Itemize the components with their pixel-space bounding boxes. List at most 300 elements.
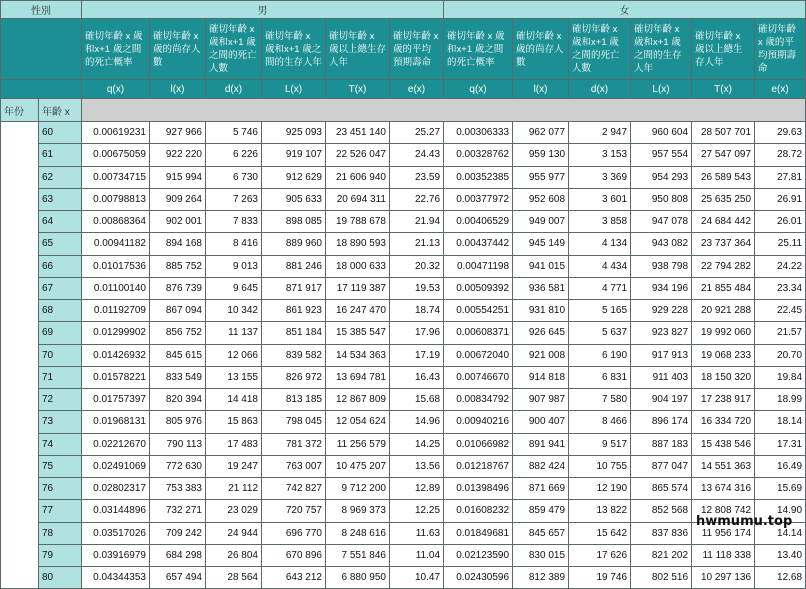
value-cell: 772 630	[150, 455, 206, 477]
value-cell: 915 994	[150, 166, 206, 188]
value-cell: 781 372	[262, 433, 326, 455]
age-cell: 60	[39, 122, 82, 144]
column-symbol: T(x)	[326, 80, 390, 99]
value-cell: 6 880 950	[326, 567, 390, 589]
symbol-header-row	[1, 80, 806, 99]
value-cell: 21 606 940	[326, 166, 390, 188]
value-cell: 891 941	[513, 433, 569, 455]
value-cell: 13 674 316	[692, 478, 755, 500]
age-cell: 64	[39, 211, 82, 233]
value-cell: 6 730	[206, 166, 262, 188]
table-row	[1, 366, 806, 388]
value-cell: 0.02212670	[82, 433, 150, 455]
value-cell: 6 831	[569, 366, 631, 388]
column-symbol: L(x)	[262, 80, 326, 99]
value-cell: 14.25	[390, 433, 444, 455]
column-symbol: d(x)	[206, 80, 262, 99]
value-cell: 830 015	[513, 544, 569, 566]
value-cell: 26.91	[755, 188, 806, 210]
value-cell: 0.00619231	[82, 122, 150, 144]
value-cell: 938 798	[631, 255, 692, 277]
value-cell: 941 015	[513, 255, 569, 277]
value-cell: 19.84	[755, 366, 806, 388]
value-cell: 13 694 781	[326, 366, 390, 388]
value-cell: 0.03916979	[82, 544, 150, 566]
value-cell: 877 047	[631, 455, 692, 477]
value-cell: 24.43	[390, 144, 444, 166]
column-description: 確切年齡 x 歲和x+1 歲之間的死亡人數	[206, 19, 262, 80]
blank-symbol-cell	[1, 80, 82, 99]
value-cell: 0.00377972	[444, 188, 513, 210]
table-row	[1, 389, 806, 411]
age-cell: 68	[39, 300, 82, 322]
value-cell: 19 247	[206, 455, 262, 477]
value-cell: 9 712 200	[326, 478, 390, 500]
value-cell: 13 155	[206, 366, 262, 388]
value-cell: 900 407	[513, 411, 569, 433]
value-cell: 0.00734715	[82, 166, 150, 188]
value-cell: 871 669	[513, 478, 569, 500]
value-cell: 13 822	[569, 500, 631, 522]
value-cell: 6 226	[206, 144, 262, 166]
value-cell: 14 534 363	[326, 344, 390, 366]
value-cell: 22 794 282	[692, 255, 755, 277]
value-cell: 0.00306333	[444, 122, 513, 144]
column-symbol: T(x)	[692, 80, 755, 99]
description-header-row	[1, 19, 806, 80]
age-cell: 61	[39, 144, 82, 166]
value-cell: 936 581	[513, 277, 569, 299]
value-cell: 5 637	[569, 322, 631, 344]
value-cell: 856 752	[150, 322, 206, 344]
value-cell: 9 645	[206, 277, 262, 299]
value-cell: 945 149	[513, 233, 569, 255]
value-cell: 18 890 593	[326, 233, 390, 255]
table-row	[1, 411, 806, 433]
value-cell: 931 810	[513, 300, 569, 322]
year-header-row	[1, 99, 806, 122]
column-symbol: L(x)	[631, 80, 692, 99]
value-cell: 763 007	[262, 455, 326, 477]
age-cell: 75	[39, 455, 82, 477]
value-cell: 959 130	[513, 144, 569, 166]
column-symbol: l(x)	[150, 80, 206, 99]
value-cell: 17 626	[569, 544, 631, 566]
table-row	[1, 478, 806, 500]
value-cell: 7 263	[206, 188, 262, 210]
value-cell: 867 094	[150, 300, 206, 322]
table-row	[1, 500, 806, 522]
value-cell: 833 549	[150, 366, 206, 388]
value-cell: 820 394	[150, 389, 206, 411]
value-cell: 21 855 484	[692, 277, 755, 299]
blank-header-cell	[1, 19, 82, 80]
value-cell: 17.19	[390, 344, 444, 366]
value-cell: 15 863	[206, 411, 262, 433]
grey-band	[82, 99, 806, 122]
value-cell: 0.03517026	[82, 522, 150, 544]
value-cell: 684 298	[150, 544, 206, 566]
value-cell: 798 045	[262, 411, 326, 433]
age-cell: 66	[39, 255, 82, 277]
value-cell: 894 168	[150, 233, 206, 255]
value-cell: 26 804	[206, 544, 262, 566]
value-cell: 0.01218767	[444, 455, 513, 477]
value-cell: 0.01968131	[82, 411, 150, 433]
value-cell: 15 438 546	[692, 433, 755, 455]
age-cell: 74	[39, 433, 82, 455]
age-cell: 69	[39, 322, 82, 344]
value-cell: 709 242	[150, 522, 206, 544]
value-cell: 5 165	[569, 300, 631, 322]
value-cell: 12.25	[390, 500, 444, 522]
value-cell: 24 684 442	[692, 211, 755, 233]
value-cell: 19.53	[390, 277, 444, 299]
value-cell: 19 992 060	[692, 322, 755, 344]
value-cell: 17.31	[755, 433, 806, 455]
value-cell: 0.01066982	[444, 433, 513, 455]
age-cell: 65	[39, 233, 82, 255]
column-description: 確切年齡 x 歲的平均預期壽命	[755, 19, 806, 80]
value-cell: 16.49	[755, 455, 806, 477]
value-cell: 881 246	[262, 255, 326, 277]
value-cell: 14 551 363	[692, 455, 755, 477]
value-cell: 25.27	[390, 122, 444, 144]
value-cell: 898 085	[262, 211, 326, 233]
column-symbol: d(x)	[569, 80, 631, 99]
value-cell: 0.01426932	[82, 344, 150, 366]
age-cell: 76	[39, 478, 82, 500]
value-cell: 3 601	[569, 188, 631, 210]
value-cell: 0.00471198	[444, 255, 513, 277]
value-cell: 0.01017536	[82, 255, 150, 277]
column-symbol: e(x)	[390, 80, 444, 99]
value-cell: 3 369	[569, 166, 631, 188]
value-cell: 23 029	[206, 500, 262, 522]
table-row	[1, 122, 806, 144]
value-cell: 18 000 633	[326, 255, 390, 277]
value-cell: 950 808	[631, 188, 692, 210]
column-symbol: e(x)	[755, 80, 806, 99]
value-cell: 923 827	[631, 322, 692, 344]
value-cell: 905 633	[262, 188, 326, 210]
value-cell: 28 507 701	[692, 122, 755, 144]
table-row	[1, 544, 806, 566]
value-cell: 12 808 742	[692, 500, 755, 522]
value-cell: 7 551 846	[326, 544, 390, 566]
value-cell: 813 185	[262, 389, 326, 411]
column-symbol: l(x)	[513, 80, 569, 99]
value-cell: 20.70	[755, 344, 806, 366]
column-description: 確切年齡 x 歲的尚存人數	[513, 19, 569, 80]
female-header: 女	[444, 1, 806, 19]
value-cell: 19 788 678	[326, 211, 390, 233]
value-cell: 851 184	[262, 322, 326, 344]
value-cell: 8 466	[569, 411, 631, 433]
value-cell: 962 077	[513, 122, 569, 144]
value-cell: 18.74	[390, 300, 444, 322]
age-cell: 80	[39, 567, 82, 589]
value-cell: 885 752	[150, 255, 206, 277]
value-cell: 8 969 373	[326, 500, 390, 522]
value-cell: 911 403	[631, 366, 692, 388]
value-cell: 753 383	[150, 478, 206, 500]
value-cell: 21.13	[390, 233, 444, 255]
value-cell: 10 475 207	[326, 455, 390, 477]
value-cell: 19 746	[569, 567, 631, 589]
value-cell: 23 737 364	[692, 233, 755, 255]
value-cell: 27 547 097	[692, 144, 755, 166]
value-cell: 0.01757397	[82, 389, 150, 411]
value-cell: 926 645	[513, 322, 569, 344]
age-cell: 63	[39, 188, 82, 210]
value-cell: 0.00352385	[444, 166, 513, 188]
value-cell: 12 054 624	[326, 411, 390, 433]
value-cell: 0.00437442	[444, 233, 513, 255]
value-cell: 0.00746670	[444, 366, 513, 388]
value-cell: 845 615	[150, 344, 206, 366]
value-cell: 0.00834792	[444, 389, 513, 411]
value-cell: 11.04	[390, 544, 444, 566]
value-cell: 657 494	[150, 567, 206, 589]
value-cell: 0.01398496	[444, 478, 513, 500]
value-cell: 12 066	[206, 344, 262, 366]
value-cell: 934 196	[631, 277, 692, 299]
value-cell: 10 755	[569, 455, 631, 477]
age-cell: 70	[39, 344, 82, 366]
value-cell: 10.47	[390, 567, 444, 589]
value-cell: 947 078	[631, 211, 692, 233]
value-cell: 826 972	[262, 366, 326, 388]
value-cell: 28.72	[755, 144, 806, 166]
value-cell: 28 564	[206, 567, 262, 589]
value-cell: 26 589 543	[692, 166, 755, 188]
value-cell: 29.63	[755, 122, 806, 144]
value-cell: 861 923	[262, 300, 326, 322]
value-cell: 3 153	[569, 144, 631, 166]
value-cell: 904 197	[631, 389, 692, 411]
value-cell: 802 516	[631, 567, 692, 589]
table-row	[1, 233, 806, 255]
value-cell: 0.00798813	[82, 188, 150, 210]
value-cell: 909 264	[150, 188, 206, 210]
value-cell: 17 119 387	[326, 277, 390, 299]
value-cell: 696 770	[262, 522, 326, 544]
value-cell: 0.00328762	[444, 144, 513, 166]
value-cell: 0.00672040	[444, 344, 513, 366]
value-cell: 9 517	[569, 433, 631, 455]
column-description: 確切年齡 x 歲和x+1 歲之間的死亡人數	[569, 19, 631, 80]
value-cell: 7 580	[569, 389, 631, 411]
value-cell: 23.59	[390, 166, 444, 188]
table-row	[1, 277, 806, 299]
value-cell: 643 212	[262, 567, 326, 589]
age-cell: 72	[39, 389, 82, 411]
value-cell: 9 013	[206, 255, 262, 277]
value-cell: 15.69	[755, 478, 806, 500]
value-cell: 13.40	[755, 544, 806, 566]
value-cell: 18.99	[755, 389, 806, 411]
age-cell: 77	[39, 500, 82, 522]
value-cell: 0.03144896	[82, 500, 150, 522]
year-cell	[1, 122, 39, 589]
table-row	[1, 522, 806, 544]
value-cell: 0.01849681	[444, 522, 513, 544]
value-cell: 4 134	[569, 233, 631, 255]
value-cell: 26.01	[755, 211, 806, 233]
value-cell: 24.22	[755, 255, 806, 277]
value-cell: 14.90	[755, 500, 806, 522]
value-cell: 19 068 233	[692, 344, 755, 366]
value-cell: 805 976	[150, 411, 206, 433]
value-cell: 882 424	[513, 455, 569, 477]
value-cell: 12 190	[569, 478, 631, 500]
value-cell: 889 960	[262, 233, 326, 255]
value-cell: 18.14	[755, 411, 806, 433]
table-row	[1, 455, 806, 477]
year-label: 年份	[1, 99, 39, 122]
value-cell: 0.02123590	[444, 544, 513, 566]
value-cell: 22.45	[755, 300, 806, 322]
value-cell: 11 256 579	[326, 433, 390, 455]
value-cell: 12.89	[390, 478, 444, 500]
value-cell: 859 479	[513, 500, 569, 522]
column-description: 確切年齡 x 歲的平均預期壽命	[390, 19, 444, 80]
value-cell: 25.11	[755, 233, 806, 255]
value-cell: 16 247 470	[326, 300, 390, 322]
value-cell: 11 137	[206, 322, 262, 344]
column-symbol: q(x)	[444, 80, 513, 99]
value-cell: 15 642	[569, 522, 631, 544]
watermark: hwmumu.top	[696, 514, 793, 529]
value-cell: 21.57	[755, 322, 806, 344]
value-cell: 15 385 547	[326, 322, 390, 344]
value-cell: 14.96	[390, 411, 444, 433]
age-cell: 67	[39, 277, 82, 299]
value-cell: 27.81	[755, 166, 806, 188]
value-cell: 922 220	[150, 144, 206, 166]
table-row	[1, 567, 806, 589]
column-description: 確切年齡 x 歲的尚存人數	[150, 19, 206, 80]
value-cell: 24 944	[206, 522, 262, 544]
value-cell: 10 297 136	[692, 567, 755, 589]
value-cell: 0.00406529	[444, 211, 513, 233]
value-cell: 4 434	[569, 255, 631, 277]
value-cell: 917 913	[631, 344, 692, 366]
value-cell: 20 694 311	[326, 188, 390, 210]
value-cell: 11.63	[390, 522, 444, 544]
sex-label: 性別	[1, 1, 82, 19]
value-cell: 865 574	[631, 478, 692, 500]
value-cell: 871 917	[262, 277, 326, 299]
value-cell: 6 190	[569, 344, 631, 366]
value-cell: 949 007	[513, 211, 569, 233]
value-cell: 957 554	[631, 144, 692, 166]
table-row	[1, 211, 806, 233]
column-description: 確切年齡 x 歲和x+1 歲之間的死亡概率	[82, 19, 150, 80]
value-cell: 790 113	[150, 433, 206, 455]
value-cell: 929 228	[631, 300, 692, 322]
value-cell: 12 867 809	[326, 389, 390, 411]
male-header: 男	[82, 1, 444, 19]
value-cell: 0.00940216	[444, 411, 513, 433]
column-description: 確切年齡 x 歲和x+1 歲之間的死亡概率	[444, 19, 513, 80]
value-cell: 13.56	[390, 455, 444, 477]
value-cell: 943 082	[631, 233, 692, 255]
age-cell: 71	[39, 366, 82, 388]
value-cell: 21.94	[390, 211, 444, 233]
value-cell: 16.43	[390, 366, 444, 388]
value-cell: 0.01578221	[82, 366, 150, 388]
value-cell: 837 836	[631, 522, 692, 544]
value-cell: 0.00509392	[444, 277, 513, 299]
value-cell: 0.04344353	[82, 567, 150, 589]
column-description: 確切年齡 x 歲以上總生存人年	[692, 19, 755, 80]
table-row	[1, 322, 806, 344]
age-cell: 78	[39, 522, 82, 544]
value-cell: 914 818	[513, 366, 569, 388]
value-cell: 3 858	[569, 211, 631, 233]
table-row	[1, 144, 806, 166]
table-row	[1, 300, 806, 322]
value-cell: 8 416	[206, 233, 262, 255]
value-cell: 852 568	[631, 500, 692, 522]
value-cell: 845 657	[513, 522, 569, 544]
value-cell: 0.00941182	[82, 233, 150, 255]
value-cell: 11 118 338	[692, 544, 755, 566]
value-cell: 876 739	[150, 277, 206, 299]
age-cell: 62	[39, 166, 82, 188]
column-description: 確切年齡 x 歲以上總生存人年	[326, 19, 390, 80]
value-cell: 16 334 720	[692, 411, 755, 433]
value-cell: 839 582	[262, 344, 326, 366]
value-cell: 670 896	[262, 544, 326, 566]
value-cell: 927 966	[150, 122, 206, 144]
value-cell: 23.34	[755, 277, 806, 299]
value-cell: 11 956 174	[692, 522, 755, 544]
value-cell: 921 008	[513, 344, 569, 366]
value-cell: 15.68	[390, 389, 444, 411]
value-cell: 14.14	[755, 522, 806, 544]
value-cell: 887 183	[631, 433, 692, 455]
value-cell: 902 001	[150, 211, 206, 233]
value-cell: 960 604	[631, 122, 692, 144]
table-row	[1, 188, 806, 210]
value-cell: 720 757	[262, 500, 326, 522]
value-cell: 0.02491069	[82, 455, 150, 477]
value-cell: 0.02802317	[82, 478, 150, 500]
value-cell: 7 833	[206, 211, 262, 233]
value-cell: 812 389	[513, 567, 569, 589]
value-cell: 14 418	[206, 389, 262, 411]
table-row	[1, 344, 806, 366]
value-cell: 22 526 047	[326, 144, 390, 166]
value-cell: 4 771	[569, 277, 631, 299]
value-cell: 20 921 288	[692, 300, 755, 322]
value-cell: 0.01192709	[82, 300, 150, 322]
value-cell: 896 174	[631, 411, 692, 433]
value-cell: 23 451 140	[326, 122, 390, 144]
value-cell: 742 827	[262, 478, 326, 500]
table-row	[1, 433, 806, 455]
value-cell: 732 271	[150, 500, 206, 522]
value-cell: 0.01100140	[82, 277, 150, 299]
value-cell: 0.00608371	[444, 322, 513, 344]
value-cell: 0.01299902	[82, 322, 150, 344]
age-cell: 73	[39, 411, 82, 433]
column-description: 確切年齡 x 歲和x+1 歲之間的生存人年	[631, 19, 692, 80]
value-cell: 18 150 320	[692, 366, 755, 388]
